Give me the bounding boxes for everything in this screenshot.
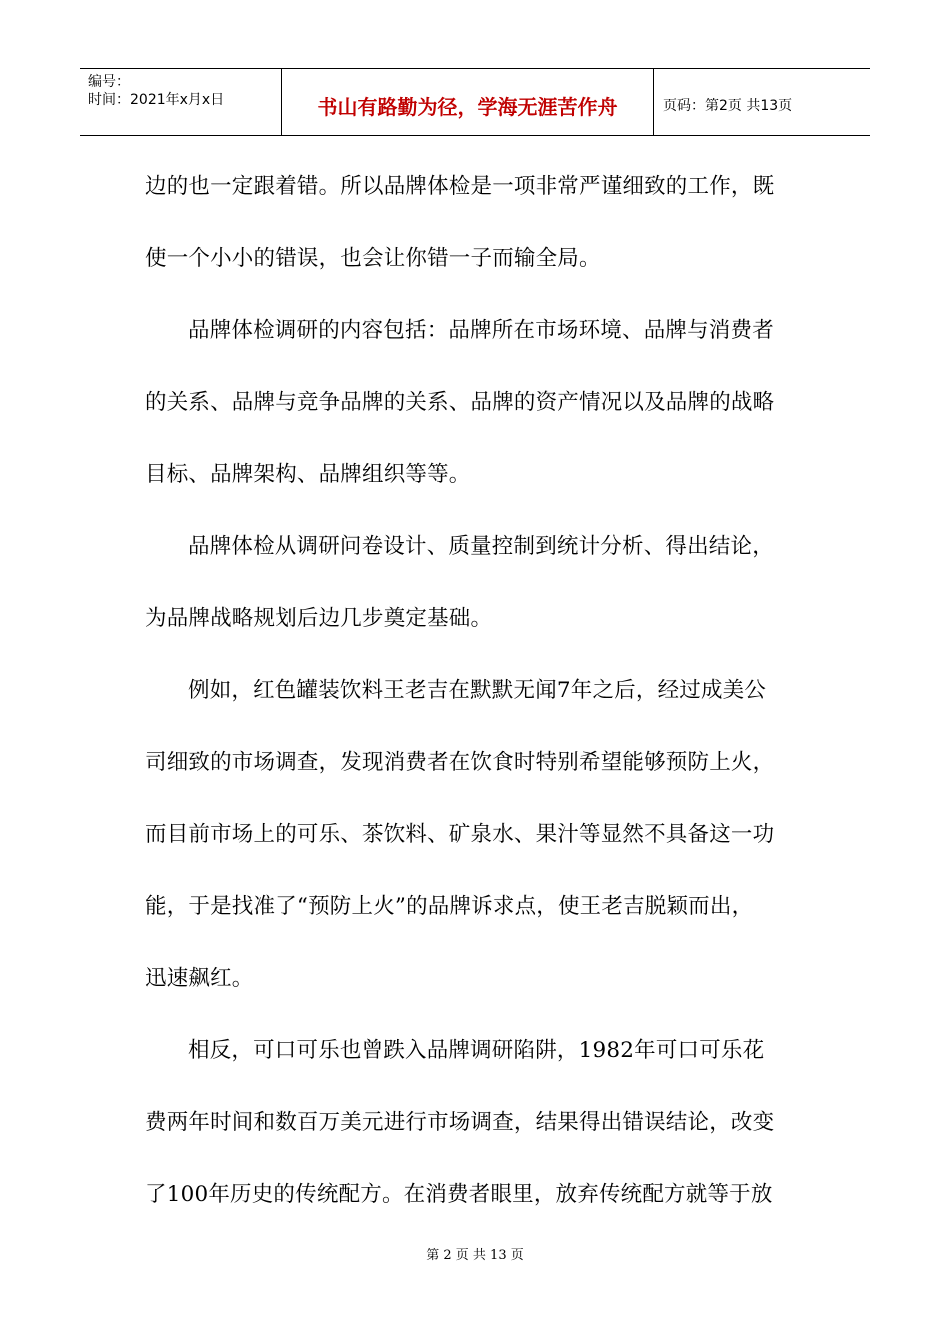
body-line: 品牌体检调研的内容包括：品牌所在市场环境、品牌与消费者: [188, 318, 774, 343]
body-line: 而目前市场上的可乐、茶饮料、矿泉水、果汁等显然不具备这一功: [145, 822, 775, 847]
body-line: 边的也一定跟着错。所以品牌体检是一项非常严谨细致的工作，既: [145, 174, 775, 199]
body-line: 迅速飙红。: [145, 966, 254, 991]
body-line: 目标、品牌架构、品牌组织等等。: [145, 462, 471, 487]
body-line: 使一个小小的错误，也会让你错一子而输全局。: [145, 246, 601, 271]
header-motto: 书山有路勤为径，学海无涯苦作舟: [282, 69, 654, 135]
number-label: 编号：: [88, 74, 130, 90]
body-line: 的关系、品牌与竞争品牌的关系、品牌的资产情况以及品牌的战略: [145, 390, 775, 415]
body-line: 了100年历史的传统配方。在消费者眼里，放弃传统配方就等于放: [145, 1182, 773, 1207]
body-line: 能，于是找准了“预防上火”的品牌诉求点，使王老吉脱颖而出，: [145, 894, 754, 919]
page-footer: 第 2 页 共 13 页: [426, 1248, 524, 1263]
document-header: [80, 68, 870, 136]
body-line: 司细致的市场调查，发现消费者在饮食时特别希望能够预防上火，: [145, 750, 775, 775]
document-body: [145, 162, 805, 1242]
header-meta-cell: [80, 69, 282, 135]
body-line: 费两年时间和数百万美元进行市场调查，结果得出错误结论，改变: [145, 1110, 775, 1135]
header-page-info: 页码：第2页 共13页: [663, 98, 793, 114]
body-line: 相反，可口可乐也曾跌入品牌调研陷阱，1982年可口可乐花: [188, 1038, 765, 1063]
body-line: 为品牌战略规划后边几步奠定基础。: [145, 606, 493, 631]
body-line: 品牌体检从调研问卷设计、质量控制到统计分析、得出结论，: [188, 534, 774, 559]
body-line: 例如，红色罐装饮料王老吉在默默无闻7年之后，经过成美公: [188, 678, 767, 703]
time-label: 时间：2021年x月x日: [88, 92, 225, 108]
